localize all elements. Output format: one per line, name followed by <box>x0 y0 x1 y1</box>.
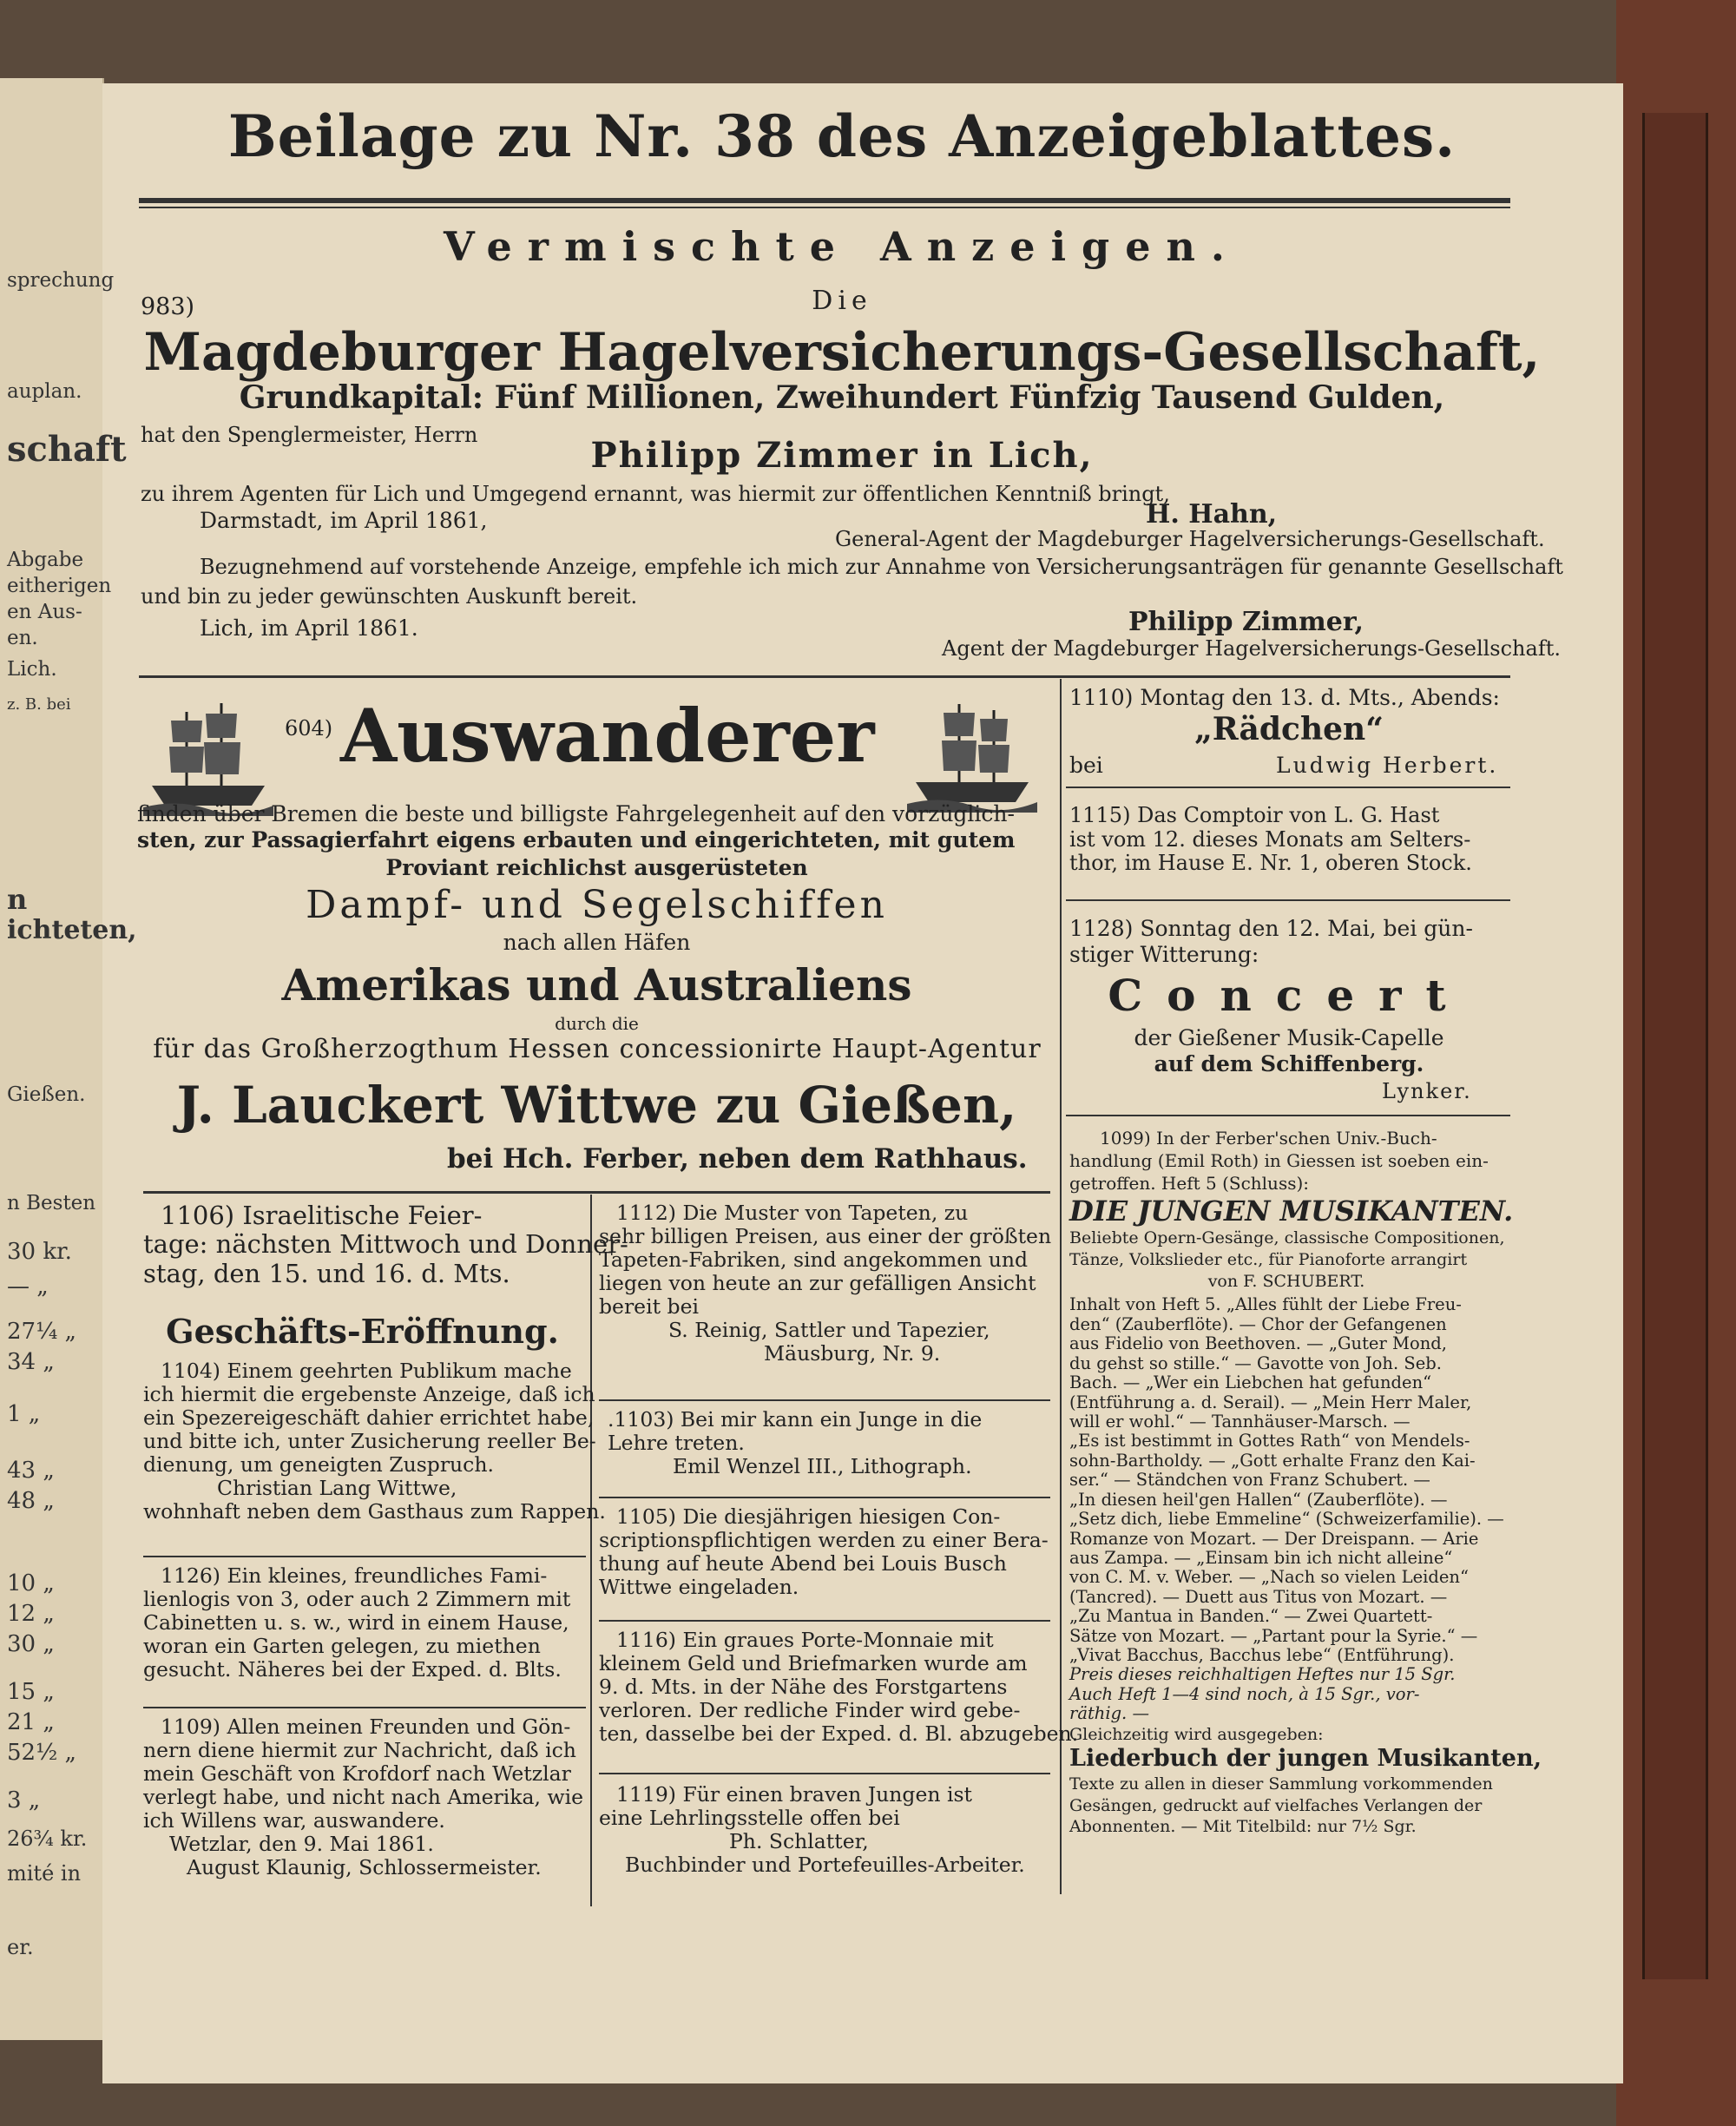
ad-1116: 1116) Ein graues Porte-Monnaie mit kleinem Geld und Briefmarken wurde am 9. d. Mts. in der Nähe des Forstgartens verloren. Der redliche Finder wird gebe- ten, dasselbe bei der Exped. d. Bl. abzugeben. <box>599 1628 1079 1747</box>
divider <box>143 1191 1050 1194</box>
ad-983-text: zu ihrem Agenten für Lich und Umgegend ernannt, was hiermit zur öffentlichen Kenntniß bringt, <box>141 482 1170 506</box>
ad-1099-book-title: Liederbuch der jungen Musikanten, <box>1069 1745 1542 1773</box>
ad-983-place-date: Darmstadt, im April 1861, <box>200 508 488 533</box>
book-spine <box>1616 0 1736 2126</box>
ad-1110-text: 1110) Montag den 13. d. Mts., Abends: <box>1069 685 1500 710</box>
ad-983-signer-2: Philipp Zimmer, <box>1128 607 1364 637</box>
ad-604-text: durch die <box>555 1013 639 1034</box>
ad-983-signer: H. Hahn, <box>1146 499 1278 530</box>
ad-1104: 1104) Einem geehrten Publikum mache ich hiermit die ergebenste Anzeige, daß ich ein Spezereigeschäft dahier errichtet habe, und bitte ich, unter Zusicherung reeller Be- dienung, um geneigten Zuspruch. Christian Lang Wittwe, wohnhaft neben dem Gasthaus zum Rappen. <box>143 1359 606 1524</box>
ad-1103: .1103) Bei mir kann ein Junge in die Lehre treten. Emil Wenzel III., Lithograph. <box>608 1407 983 1479</box>
section-title: Vermischte Anzeigen. <box>444 223 1240 270</box>
ad-983-signer-2-title: Agent der Magdeburger Hagelversicherungs-Gesellschaft. <box>942 636 1561 661</box>
ad-1128-text: der Gießener Musik-Capelle <box>1134 1025 1444 1050</box>
ad-1099: 1099) In der Ferber'schen Univ.-Buch- handlung (Emil Roth) in Giessen ist soeben ein- getroffen. Heft 5 (Schluss): DIE JUNGEN MUSIKANTEN. Beliebte Opern-Gesänge, classische Compositionen, Tänze, Volkslieder etc., für Pianoforte arrangirt von F. SCHUBERT. Inhalt von Heft 5. „Alles fühlt der Liebe Freu- den“ (Zauberflöte). — Chor der Gefangenen aus Fidelio von Beethoven. — „Guter Mond, du gehst so stille.“ — Gavotte von Joh. Seb. Bach. — „Wer ein Liebchen hat gefunden“ (Entführung a. d. Serail). — „Mein Herr Maler, will er wohl.“ — Tannhäuser-Marsch. — „Es ist bestimmt in Gottes Rath“ von Mendels- sohn-Bartholdy. — „Gott erhalte Franz den Kai- ser.“ — Ständchen von Franz Schubert. — „In diesen heil'gen Hallen“ (Zauberflöte). — „Setz dich, liebe Emmeline“ (Schweizerfamilie). — Romanze von Mozart. — Der Dreispann. — Arie aus Zampa. — „Einsam bin ich nicht alleine“ von C. M. v. Weber. — „Nach so vielen Leiden“ (Tancred). — Duett aus Titus von Mozart. — „Zu Mantua in Banden.“ — Zwei Quartett- Sätze von Mozart. — „Partant pour la Syrie.“ — „Vivat Bacchus, Bacchus lebe“ (Entführung). Preis dieses reichhaltigen Heftes nur 15 Sgr. Auch Heft 1—4 sind noch, à 15 Sgr., vor- räthig. — Gleichzeitig wird ausgegeben: Liederbuch der jungen Musikanten, Texte zu allen in dieser Sammlung vorkommenden Gesängen, gedruckt auf vielfaches Verlangen der Abonnenten. — Mit Titelbild: nur 7½ Sgr. <box>1069 1128 1542 1837</box>
ad-1128-text: 1128) Sonntag den 12. Mai, bei gün- <box>1069 916 1473 941</box>
ad-1110-title: „Rädchen“ <box>1194 711 1384 747</box>
ad-604-text: Proviant reichlichst ausgerüsteten <box>385 855 808 880</box>
ad-604-number: 604) <box>285 716 333 740</box>
ad-983-signer-title: General-Agent der Magdeburger Hagelversicherungs-Gesellschaft. <box>835 527 1545 551</box>
ad-983-text: und bin zu jeder gewünschten Auskunft bereit. <box>141 584 638 609</box>
ad-1115: 1115) Das Comptoir von L. G. Hast ist vom 12. dieses Monats am Selters- thor, im Hause E. Nr. 1, oberen Stock. <box>1069 803 1472 876</box>
ad-1128-text: stiger Witterung: <box>1069 942 1259 967</box>
ad-1110-text: bei <box>1069 753 1103 778</box>
ad-983-company: Magdeburger Hagelversicherungs-Gesellschaft, <box>143 322 1541 383</box>
ad-983-number: 983) <box>141 293 195 320</box>
ad-1128-title: Concert <box>1108 970 1470 1021</box>
ad-604-text: finden über Bremen die beste und billigste Fahrgelegenheit auf den vorzüglich- <box>137 801 1015 826</box>
ad-1105: 1105) Die diesjährigen hiesigen Con- scriptionspflichtigen werden zu einer Bera- thung auf heute Abend bei Louis Busch Wittwe eingeladen. <box>599 1504 1049 1600</box>
ad-604-text: nach allen Häfen <box>503 930 691 955</box>
masthead-rule <box>139 198 1510 203</box>
opening-title: Geschäfts-Eröffnung. <box>166 1312 559 1351</box>
ad-604-address: bei Hch. Ferber, neben dem Rathhaus. <box>447 1143 1028 1175</box>
ad-983-die: Die <box>812 286 872 316</box>
ad-604-text: sten, zur Passagierfahrt eigens erbauten und eingerichteten, mit gutem <box>137 827 1016 852</box>
ad-1128-sign: Lynker. <box>1382 1079 1472 1103</box>
sailing-ship-icon <box>907 691 1037 813</box>
masthead-title: Beilage zu Nr. 38 des Anzeigeblattes. <box>227 102 1457 170</box>
ad-1112: 1112) Die Muster von Tapeten, zu sehr billigen Preisen, aus einer der größten Tapeten-Fabriken, sind angekommen und liegen von heute an zur gefälligen Ansicht bereit bei S. Reinig, Sattler und Tapezier, Mäusburg, Nr. 9. <box>599 1201 1052 1366</box>
ad-604-destinations: Amerikas und Australiens <box>281 959 912 1010</box>
ad-983-text: Bezugnehmend auf vorstehende Anzeige, empfehle ich mich zur Annahme von Versicherungsanträgen für genannte Gesellschaft <box>200 555 1563 579</box>
ad-604-text: für das Großherzogthum Hessen concessionirte Haupt-Agentur <box>153 1034 1042 1064</box>
ad-604-ships: Dampf- und Segelschiffen <box>306 883 888 927</box>
ad-1099-title: DIE JUNGEN MUSIKANTEN. <box>1069 1195 1514 1228</box>
ad-1106: 1106) Israelitische Feier- tage: nächsten Mittwoch und Donner- stag, den 15. und 16. d. Mts. <box>143 1201 628 1288</box>
ad-983-agent: Philipp Zimmer in Lich, <box>590 435 1094 476</box>
ad-983-capital: Grundkapital: Fünf Millionen, Zweihundert Fünfzig Tausend Gulden, <box>239 379 1445 416</box>
ad-983-place-date-2: Lich, im April 1861. <box>200 615 418 641</box>
ad-1110-name: Ludwig Herbert. <box>1276 753 1499 778</box>
ad-1119: 1119) Für einen braven Jungen ist eine Lehrlingsstelle offen bei Ph. Schlatter, Buchbinder und Portefeuilles-Arbeiter. <box>599 1782 1025 1878</box>
ad-983-text: hat den Spenglermeister, Herrn <box>141 423 478 447</box>
column-divider <box>590 1195 592 1906</box>
ad-1126: 1126) Ein kleines, freundliches Fami- lienlogis von 3, oder auch 2 Zimmern mit Cabinetten u. s. w., wird in einem Hause, woran ein Garten gelegen, zu miethen gesucht. Näheres bei der Exped. d. Blts. <box>143 1563 571 1682</box>
sailing-ship-icon <box>143 694 273 816</box>
divider <box>139 675 1510 678</box>
ad-1109: 1109) Allen meinen Freunden und Gön- nern diene hiermit zur Nachricht, daß ich mein Geschäft von Krofdorf nach Wetzlar verlegt habe, und nicht nach Amerika, wie ich Willens war, auswandere. Wetzlar, den 9. Mai 1861. August Klaunig, Schlossermeister. <box>143 1715 584 1880</box>
ad-604-agency: J. Lauckert Wittwe zu Gießen, <box>176 1076 1017 1135</box>
ad-1128-text: auf dem Schiffenberg. <box>1154 1051 1424 1076</box>
ad-604-headline: Auswanderer <box>340 693 875 779</box>
